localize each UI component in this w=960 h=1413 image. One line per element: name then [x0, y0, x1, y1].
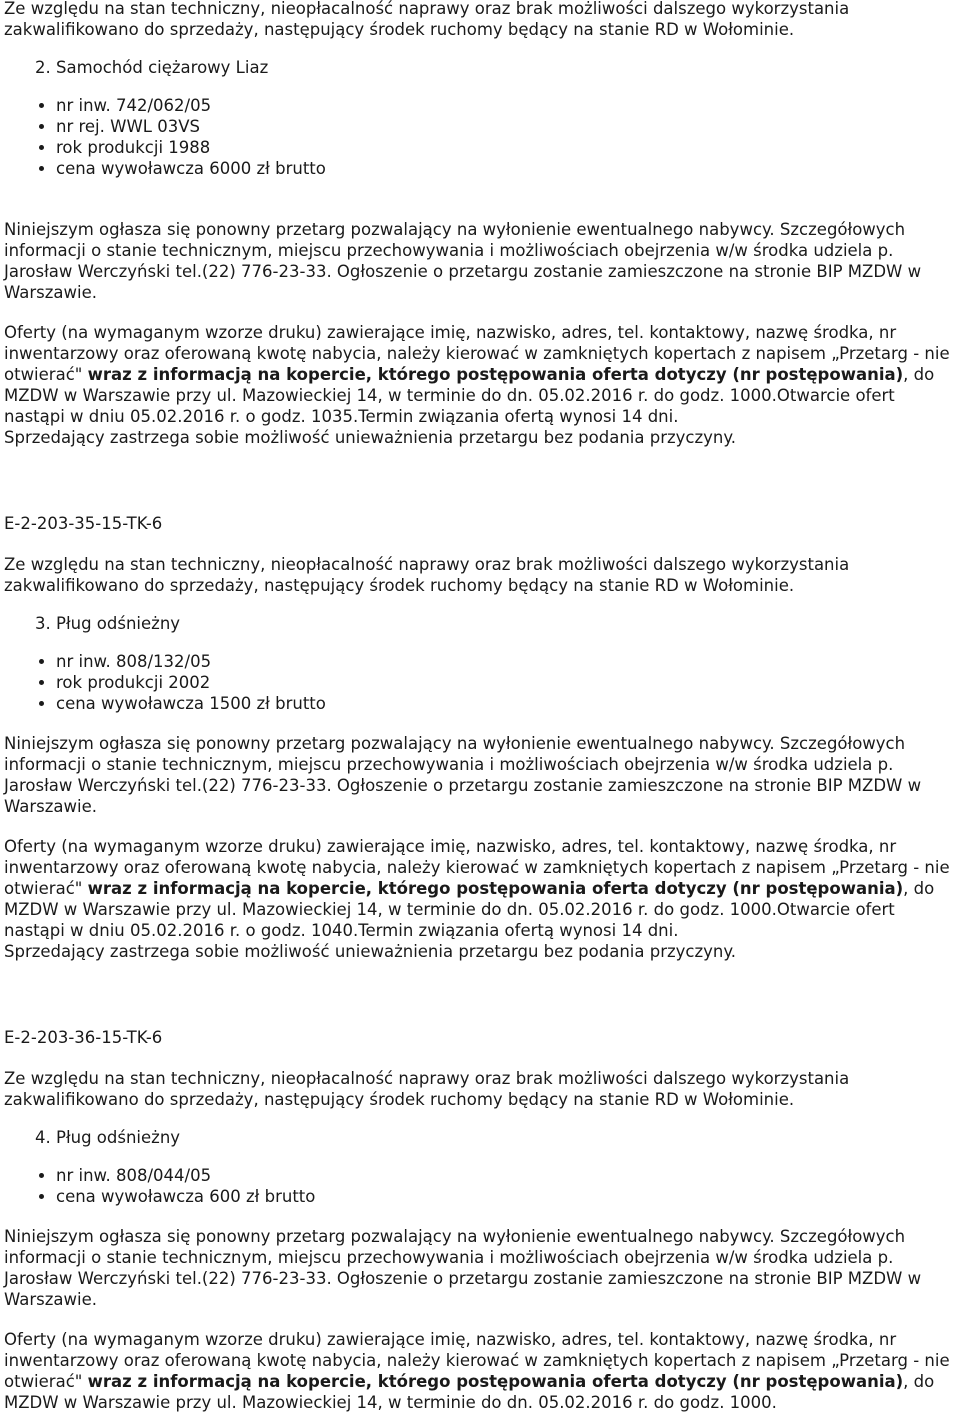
- notice-paragraph: Niniejszym ogłasza się ponowny przetarg pozwalający na wyłonienie ewentualnego nabywcy. Szczegółowych informacji o stanie technicznym, miejscu przechowywania i możliwościach obejrzenia w/w środka udziela p. Jarosław Werczyński tel.(22) 776-23-33. Ogłoszenie o przetargu zostanie zamieszczone na stronie BIP MZDW w Warszawie.: [4, 220, 922, 302]
- section-item-3: [4, 513, 960, 962]
- intro-paragraph: Ze względu na stan techniczny, nieopłacalność naprawy oraz brak możliwości dalszego wykorzystania zakwalifikowano do sprzedaży, następujący środek ruchomy będący na stanie RD w Wołominie.: [4, 1069, 850, 1109]
- section-item-2: [4, 0, 960, 448]
- item-title: 2. Samochód ciężarowy Liaz: [35, 58, 269, 77]
- item-title: 4. Pług odśnieżny: [35, 1128, 181, 1147]
- offers-paragraph: [4, 836, 960, 941]
- offers-deadline: , do MZDW w Warszawie przy ul. Mazowieckiej 14, w terminie do dn. 05.02.2016 r. do godz. 1000.: [4, 365, 935, 405]
- spec-list: [4, 651, 960, 714]
- offers-deadline: , do MZDW w Warszawie przy ul. Mazowieckiej 14, w terminie do dn. 05.02.2016 r. do godz. 1000.: [4, 879, 935, 919]
- spec-item: • cena wywoławcza 6000 zł brutto: [56, 158, 960, 179]
- spec-list: [4, 95, 960, 179]
- spec-item: • cena wywoławcza 1500 zł brutto: [56, 693, 960, 714]
- spec-item: • nr inw. 742/062/05: [56, 95, 960, 116]
- offers-deadline: , do MZDW w Warszawie przy ul. Mazowieckiej 14, w terminie do dn. 05.02.2016 r. do godz. 1000.: [4, 1372, 935, 1412]
- spec-item: • rok produkcji 2002: [56, 672, 960, 693]
- offers-text: Oferty (na wymaganym wzorze druku) zawierające imię, nazwisko, adres, tel. kontaktowy, nazwę środka, nr inwentarzowy oraz oferowaną kwotę nabycia, należy kierować w zamkniętych kopertach z napisem „Przetarg - nie otwierać": [4, 837, 950, 898]
- disclaimer: Sprzedający zastrzega sobie możliwość unieważnienia przetargu bez podania przyczyny.: [4, 428, 737, 447]
- opening-text: Otwarcie ofert nastąpi w dniu 05.02.2016 r. o godz. 1035.Termin związania ofertą wynosi 14 dni.: [4, 386, 895, 426]
- notice-paragraph: Niniejszym ogłasza się ponowny przetarg pozwalający na wyłonienie ewentualnego nabywcy. Szczegółowych informacji o stanie technicznym, miejscu przechowywania i możliwościach obejrzenia w/w środka udziela p. Jarosław Werczyński tel.(22) 776-23-33. Ogłoszenie o przetargu zostanie zamieszczone na stronie BIP MZDW w Warszawie.: [4, 1227, 922, 1309]
- offers-bold-text: wraz z informacją na kopercie, którego postępowania oferta dotyczy (nr postępowania): [87, 879, 904, 898]
- spec-list: [4, 1165, 960, 1207]
- spec-item: • nr inw. 808/132/05: [56, 651, 960, 672]
- offers-paragraph: [4, 322, 960, 427]
- section-item-4: [4, 1027, 960, 1413]
- opening-text: Otwarcie ofert nastąpi w dniu 05.02.2016 r. o godz. 1040.Termin związania ofertą wynosi 14 dni.: [4, 900, 895, 940]
- intro-paragraph: Ze względu na stan techniczny, nieopłacalność naprawy oraz brak możliwości dalszego wykorzystania zakwalifikowano do sprzedaży, następujący środek ruchomy będący na stanie RD w Wołominie.: [4, 555, 850, 595]
- spec-item: • cena wywoławcza 600 zł brutto: [56, 1186, 960, 1207]
- notice-paragraph: Niniejszym ogłasza się ponowny przetarg pozwalający na wyłonienie ewentualnego nabywcy. Szczegółowych informacji o stanie technicznym, miejscu przechowywania i możliwościach obejrzenia w/w środka udziela p. Jarosław Werczyński tel.(22) 776-23-33. Ogłoszenie o przetargu zostanie zamieszczone na stronie BIP MZDW w Warszawie.: [4, 734, 922, 816]
- item-title: 3. Pług odśnieżny: [35, 614, 181, 633]
- offers-text: Oferty (na wymaganym wzorze druku) zawierające imię, nazwisko, adres, tel. kontaktowy, nazwę środka, nr inwentarzowy oraz oferowaną kwotę nabycia, należy kierować w zamkniętych kopertach z napisem „Przetarg - nie otwierać": [4, 1330, 950, 1391]
- intro-paragraph: Ze względu na stan techniczny, nieopłacalność naprawy oraz brak możliwości dalszego wykorzystania zakwalifikowano do sprzedaży, następujący środek ruchomy będący na stanie RD w Wołominie.: [4, 0, 850, 39]
- offers-paragraph: [4, 1329, 960, 1413]
- disclaimer: Sprzedający zastrzega sobie możliwość unieważnienia przetargu bez podania przyczyny.: [4, 942, 737, 961]
- spec-item: • nr inw. 808/044/05: [56, 1165, 960, 1186]
- spec-item: • rok produkcji 1988: [56, 137, 960, 158]
- document-page: [4, 0, 960, 1413]
- spec-item: • nr rej. WWL 03VS: [56, 116, 960, 137]
- offers-bold-text: wraz z informacją na kopercie, którego postępowania oferta dotyczy (nr postępowania): [87, 365, 904, 384]
- reference-number: E-2-203-35-15-TK-6: [4, 514, 163, 533]
- reference-number: E-2-203-36-15-TK-6: [4, 1028, 163, 1047]
- offers-bold-text: wraz z informacją na kopercie, którego postępowania oferta dotyczy (nr postępowania): [87, 1372, 904, 1391]
- offers-text: Oferty (na wymaganym wzorze druku) zawierające imię, nazwisko, adres, tel. kontaktowy, nazwę środka, nr inwentarzowy oraz oferowaną kwotę nabycia, należy kierować w zamkniętych kopertach z napisem „Przetarg - nie otwierać": [4, 323, 950, 384]
